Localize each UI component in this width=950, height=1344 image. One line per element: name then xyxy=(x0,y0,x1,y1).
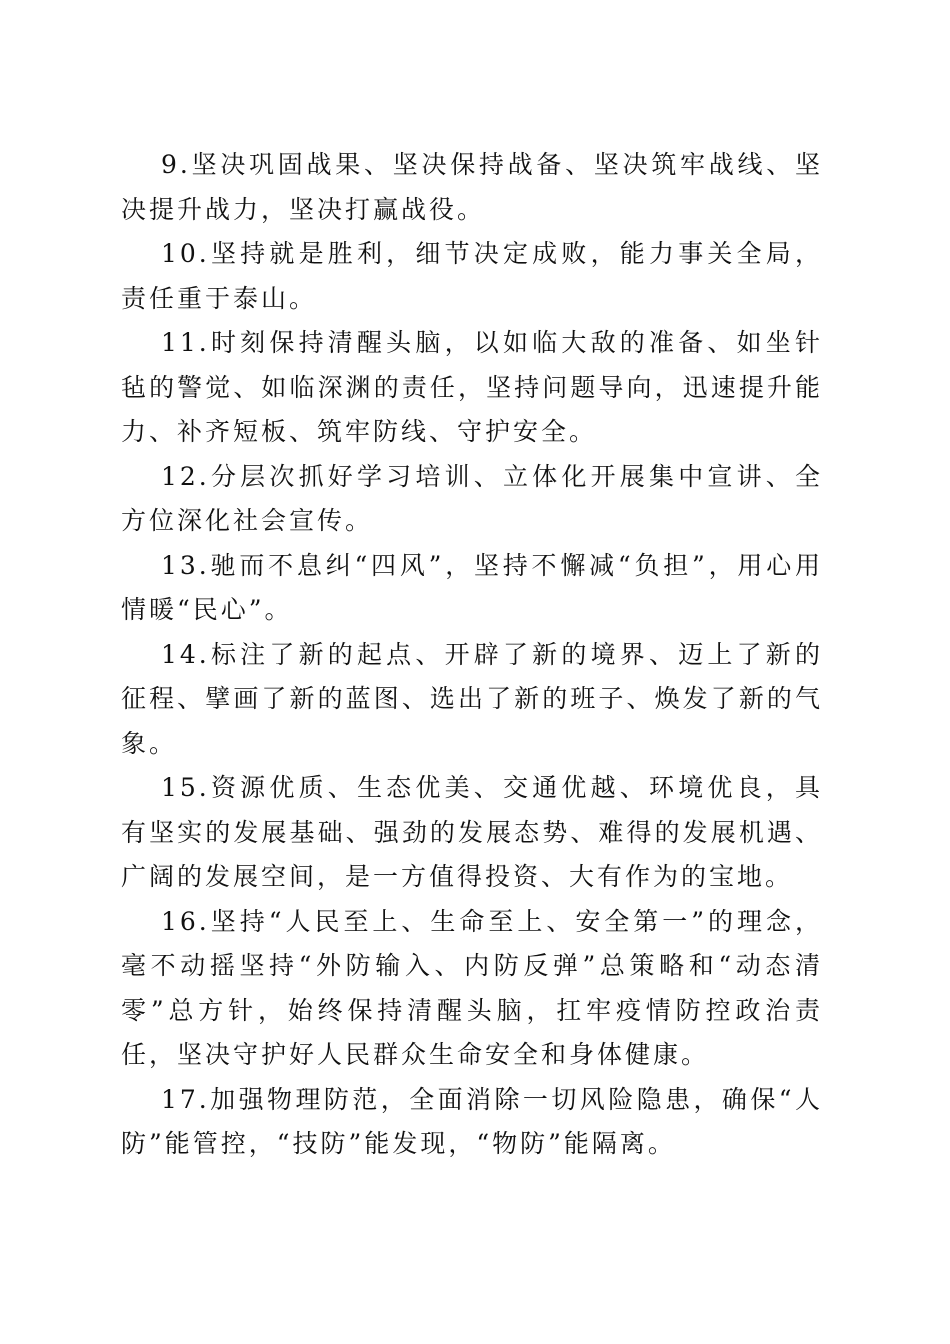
paragraph-10: 10.坚持就是胜利，细节决定成败，能力事关全局，责任重于泰山。 xyxy=(121,239,823,313)
paragraph-11: 11.时刻保持清醒头脑，以如临大敌的准备、如坐针毡的警觉、如临深渊的责任，坚持问题导向，迅速提升能力、补齐短板、筑牢防线、守护安全。 xyxy=(121,328,823,446)
paragraph-14: 14.标注了新的起点、开辟了新的境界、迈上了新的征程、擘画了新的蓝图、选出了新的班子、焕发了新的气象。 xyxy=(121,639,823,758)
paragraph-15: 15.资源优质、生态优美、交通优越、环境优良，具有坚实的发展基础、强劲的发展态势、难得的发展机遇、广阔的发展空间，是一方值得投资、大有作为的宝地。 xyxy=(121,773,823,891)
paragraph-17: 17.加强物理防范，全面消除一切风险隐患，确保“人防”能管控，“技防”能发现，“物防”能隔离。 xyxy=(121,1084,823,1158)
paragraph-12: 12.分层次抓好学习培训、立体化开展集中宣讲、全方位深化社会宣传。 xyxy=(121,461,823,535)
paragraph-16: 16.坚持“人民至上、生命至上、安全第一”的理念，毫不动摇坚持“外防输入、内防反弹”总策略和“动态清零”总方针，始终保持清醒头脑，扛牢疫情防控政治责任，坚决守护好人民群众生命安全和身体健康。 xyxy=(121,906,823,1069)
document-body xyxy=(121,143,823,1167)
paragraph-13: 13.驰而不息纠“四风”，坚持不懈减“负担”，用心用情暖“民心”。 xyxy=(121,550,823,624)
paragraph-9: 9.坚决巩固战果、坚决保持战备、坚决筑牢战线、坚决提升战力，坚决打赢战役。 xyxy=(121,150,823,224)
